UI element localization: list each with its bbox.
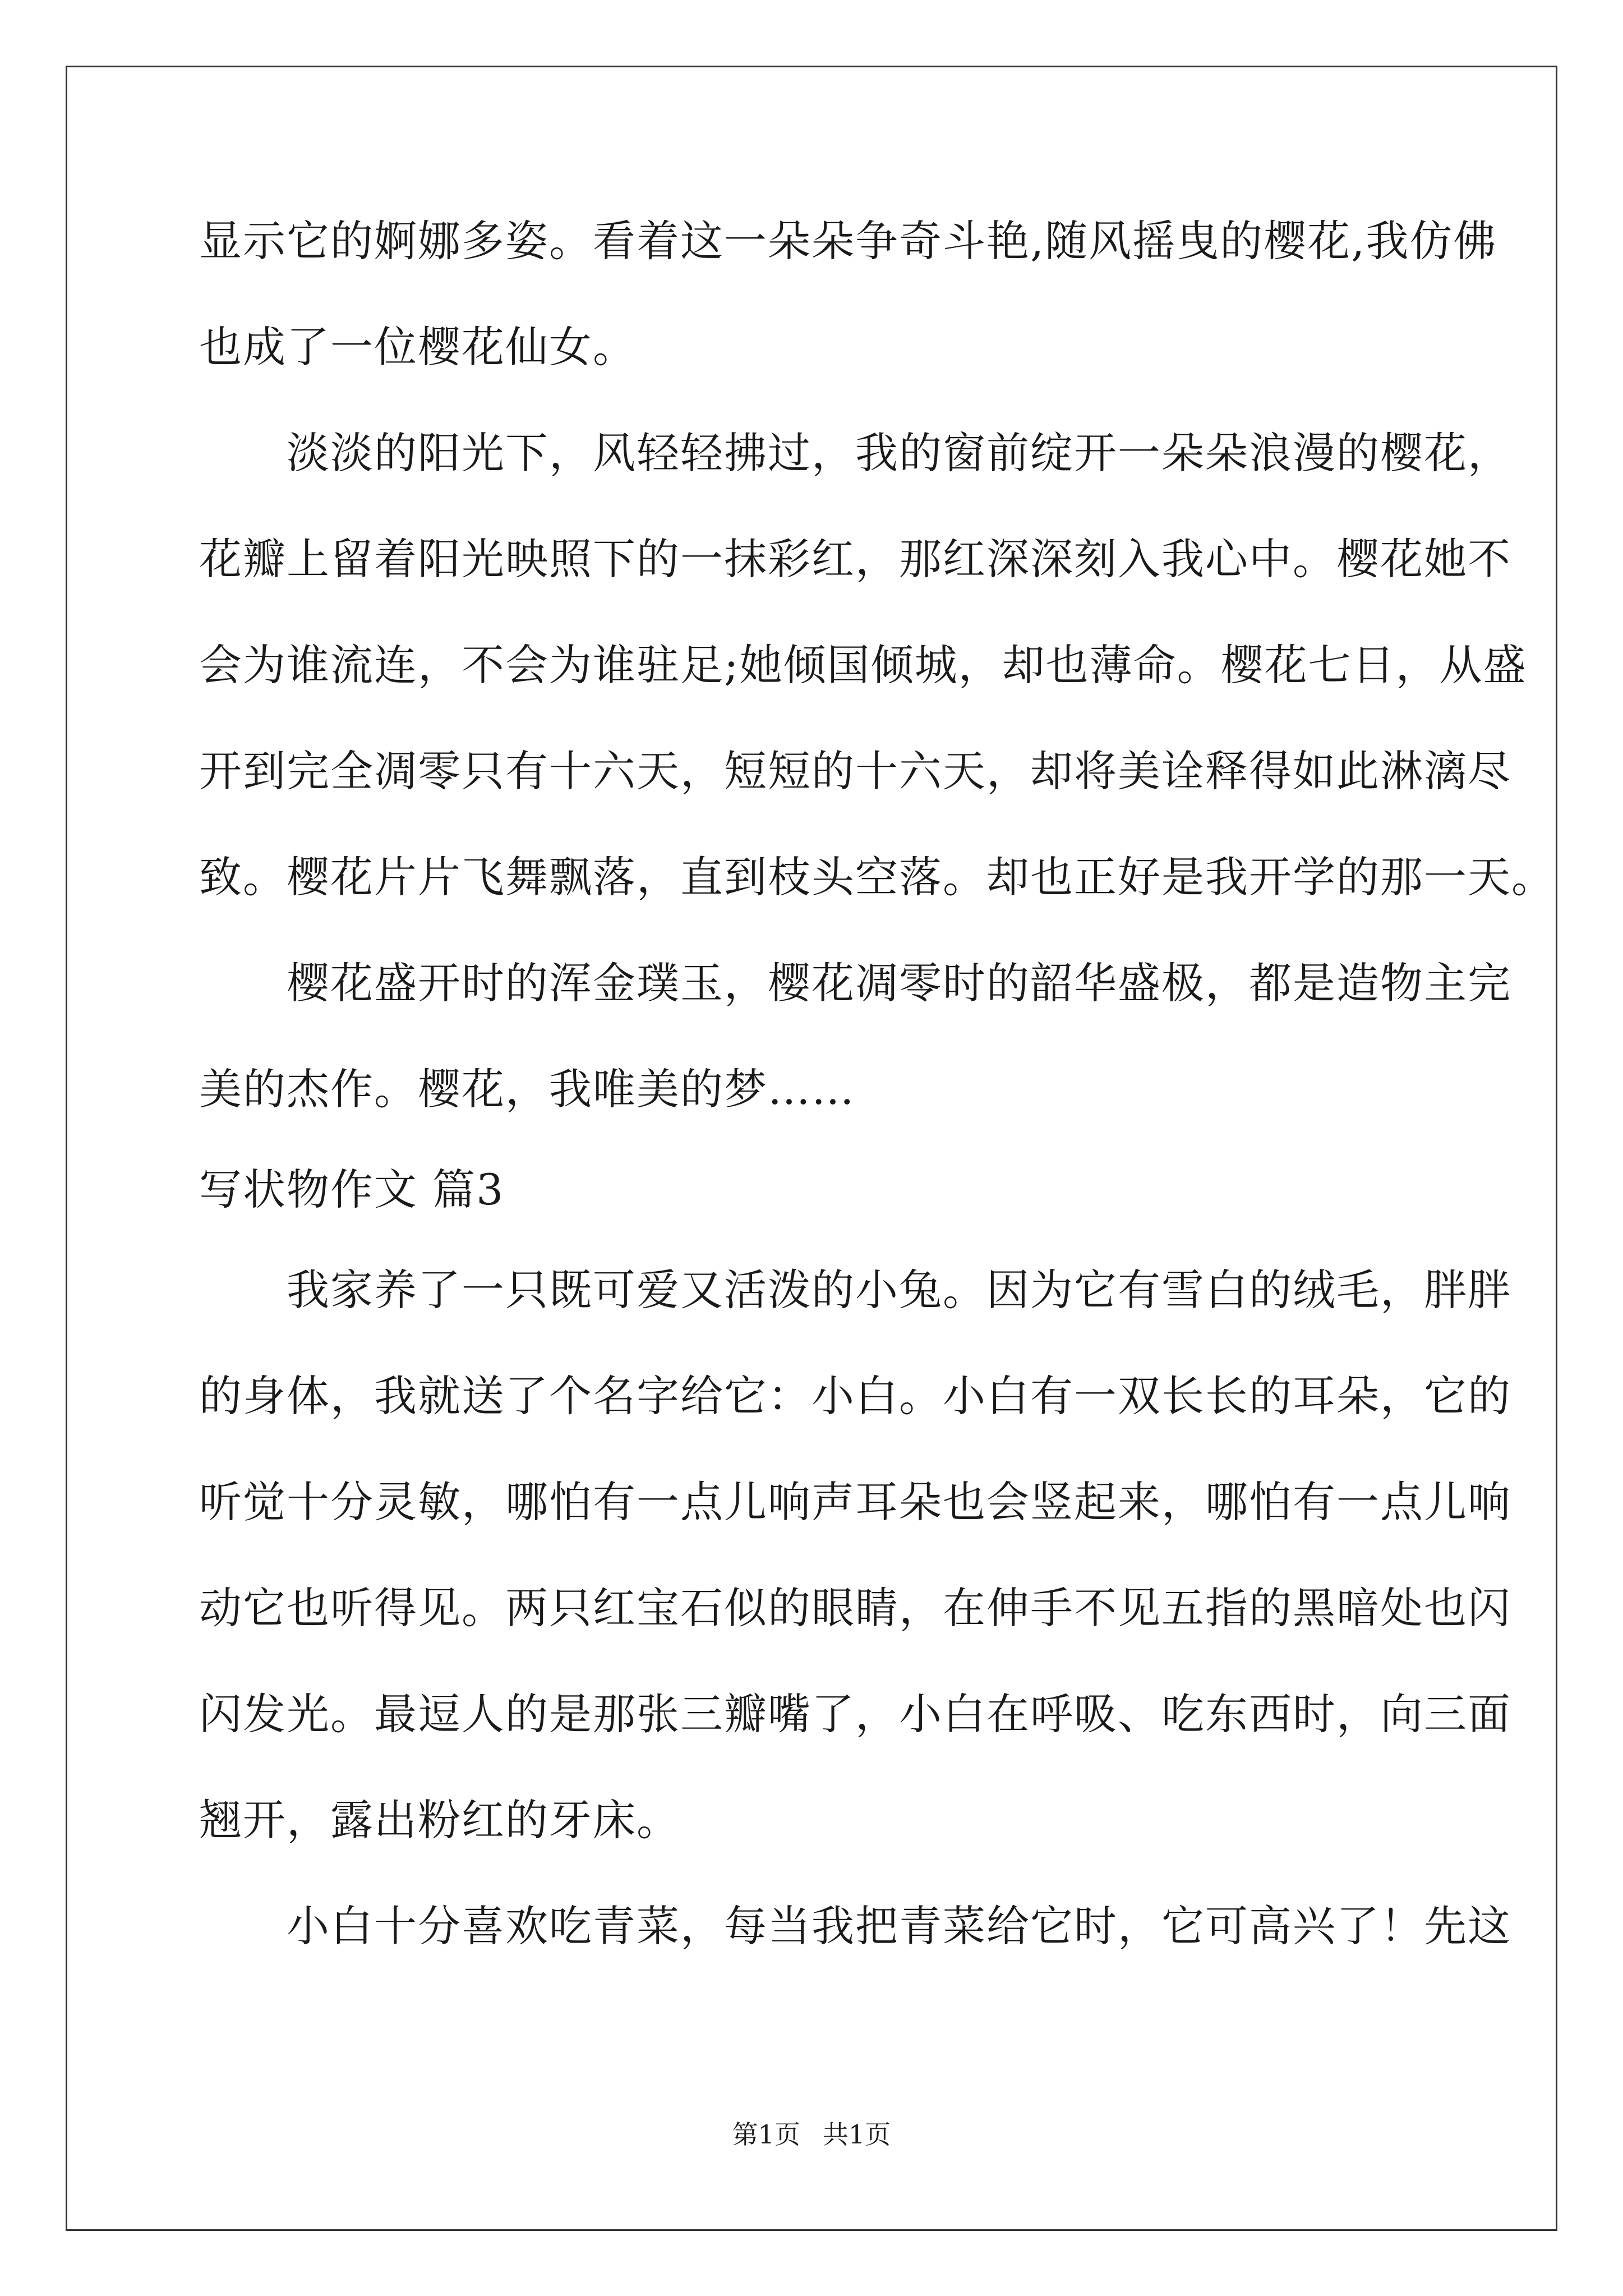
text-line: 花瓣上留着阳光映照下的一抹彩红，那红深深刻入我心中。樱花她不 (199, 534, 1511, 584)
text-line: 会为谁流连，不会为谁驻足;她倾国倾城，却也薄命。樱花七日，从盛 (199, 640, 1527, 690)
text-line: 致。樱花片片飞舞飘落，直到枝头空落。却也正好是我开学的那一天。 (199, 852, 1555, 902)
text-line: 也成了一位樱花仙女。 (199, 322, 637, 372)
section-heading: 写状物作文 篇3 (199, 1165, 505, 1214)
text-line: 闪发光。最逗人的是那张三瓣嘴了，小白在呼吸、吃东西时，向三面 (199, 1689, 1511, 1739)
text-line: 樱花盛开时的浑金璞玉，樱花凋零时的韶华盛极，都是造物主完 (199, 958, 1511, 1008)
page-footer (0, 2118, 1623, 2151)
page-total: 共1页 (823, 2119, 891, 2150)
text-line: 小白十分喜欢吃青菜，每当我把青菜给它时，它可高兴了！先这 (199, 1901, 1511, 1951)
text-line: 翘开，露出粉红的牙床。 (199, 1795, 680, 1845)
text-line: 我家养了一只既可爱又活泼的小兔。因为它有雪白的绒毛，胖胖 (199, 1265, 1511, 1315)
text-line: 显示它的婀娜多姿。看着这一朵朵争奇斗艳,随风摇曳的樱花,我仿佛 (199, 216, 1497, 266)
text-line: 淡淡的阳光下，风轻轻拂过，我的窗前绽开一朵朵浪漫的樱花， (199, 428, 1511, 478)
text-line: 听觉十分灵敏，哪怕有一点儿响声耳朵也会竖起来，哪怕有一点儿响 (199, 1477, 1511, 1527)
text-line: 的身体，我就送了个名字给它：小白。小白有一双长长的耳朵，它的 (199, 1371, 1511, 1421)
text-line: 动它也听得见。两只红宝石似的眼睛，在伸手不见五指的黑暗处也闪 (199, 1583, 1511, 1633)
text-line: 开到完全凋零只有十六天，短短的十六天，却将美诠释得如此淋漓尽 (199, 746, 1511, 796)
page-number: 第1页 (732, 2119, 800, 2150)
text-line: 美的杰作。樱花，我唯美的梦…… (199, 1064, 855, 1114)
